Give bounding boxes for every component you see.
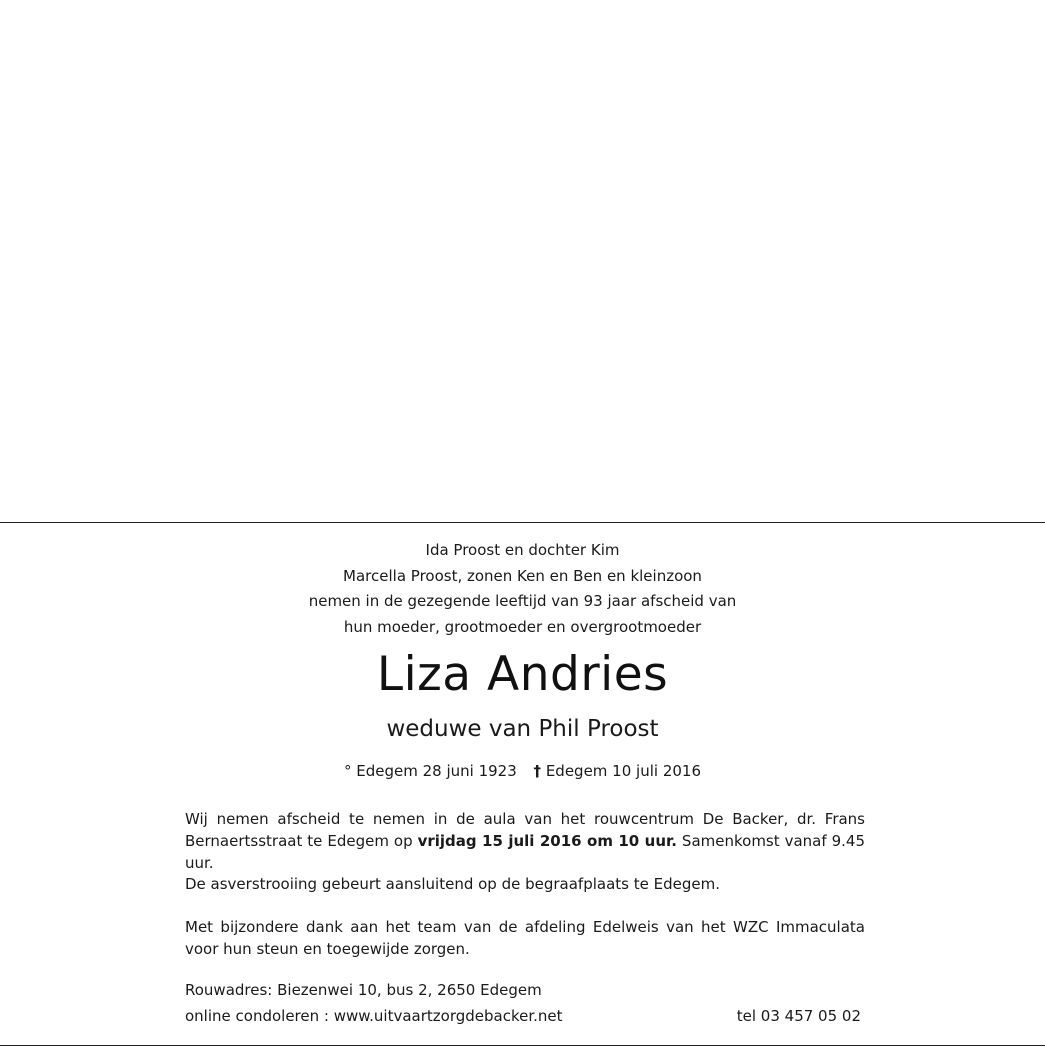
telephone-number: tel 03 457 05 02 [736,1007,861,1025]
widow-of-line: weduwe van Phil Proost [386,716,659,742]
online-row [185,1003,865,1029]
birth-date: ° Edegem 28 juni 1923 [343,762,517,780]
intro-line-2: Marcella Proost, zonen Ken en Ben en kleinzoon [343,566,702,585]
intro-line-1: Ida Proost en dochter Kim [425,541,620,559]
intro-line-4: hun moeder, grootmoeder en overgrootmoeder [343,617,702,636]
intro-block [0,538,1045,640]
ceremony-date-time: vrijdag 15 juli 2016 om 10 uur. [417,832,677,850]
contact-block [185,977,865,1029]
deceased-name: Liza Andries [376,647,669,702]
online-condolence-link[interactable]: online condoleren : www.uitvaartzorgdebacker.net [185,1007,563,1025]
mourning-address: Rouwadres: Biezenwei 10, bus 2, 2650 Edegem [185,981,542,999]
life-dates [0,760,1045,782]
cross-icon: † [533,762,542,780]
ceremony-paragraph [185,808,865,874]
address-row [185,977,865,1003]
intro-line-3: nemen in de gezegende leeftijd van 93 jaar afscheid van [308,592,737,610]
thanks-paragraph: Met bijzondere dank aan het team van de afdeling Edelweis van het WZC Immaculata voor hun steun en toegewijde zorgen. [185,918,865,958]
ash-scattering-paragraph: De asverstrooiing gebeurt aansluitend op de begraafplaats te Edegem. [185,875,720,893]
death-date: Edegem 10 juli 2016 [545,762,701,780]
top-divider [0,522,1045,523]
bottom-divider [0,1045,1045,1046]
ceremony-text: Wij nemen afscheid te nemen in de aula van het rouwcentrum De Backer, dr. Frans Bernaertsstraat te Edegem op [185,810,865,850]
gathering-time: Samenkomst vanaf 9.45 uur. [185,832,865,872]
